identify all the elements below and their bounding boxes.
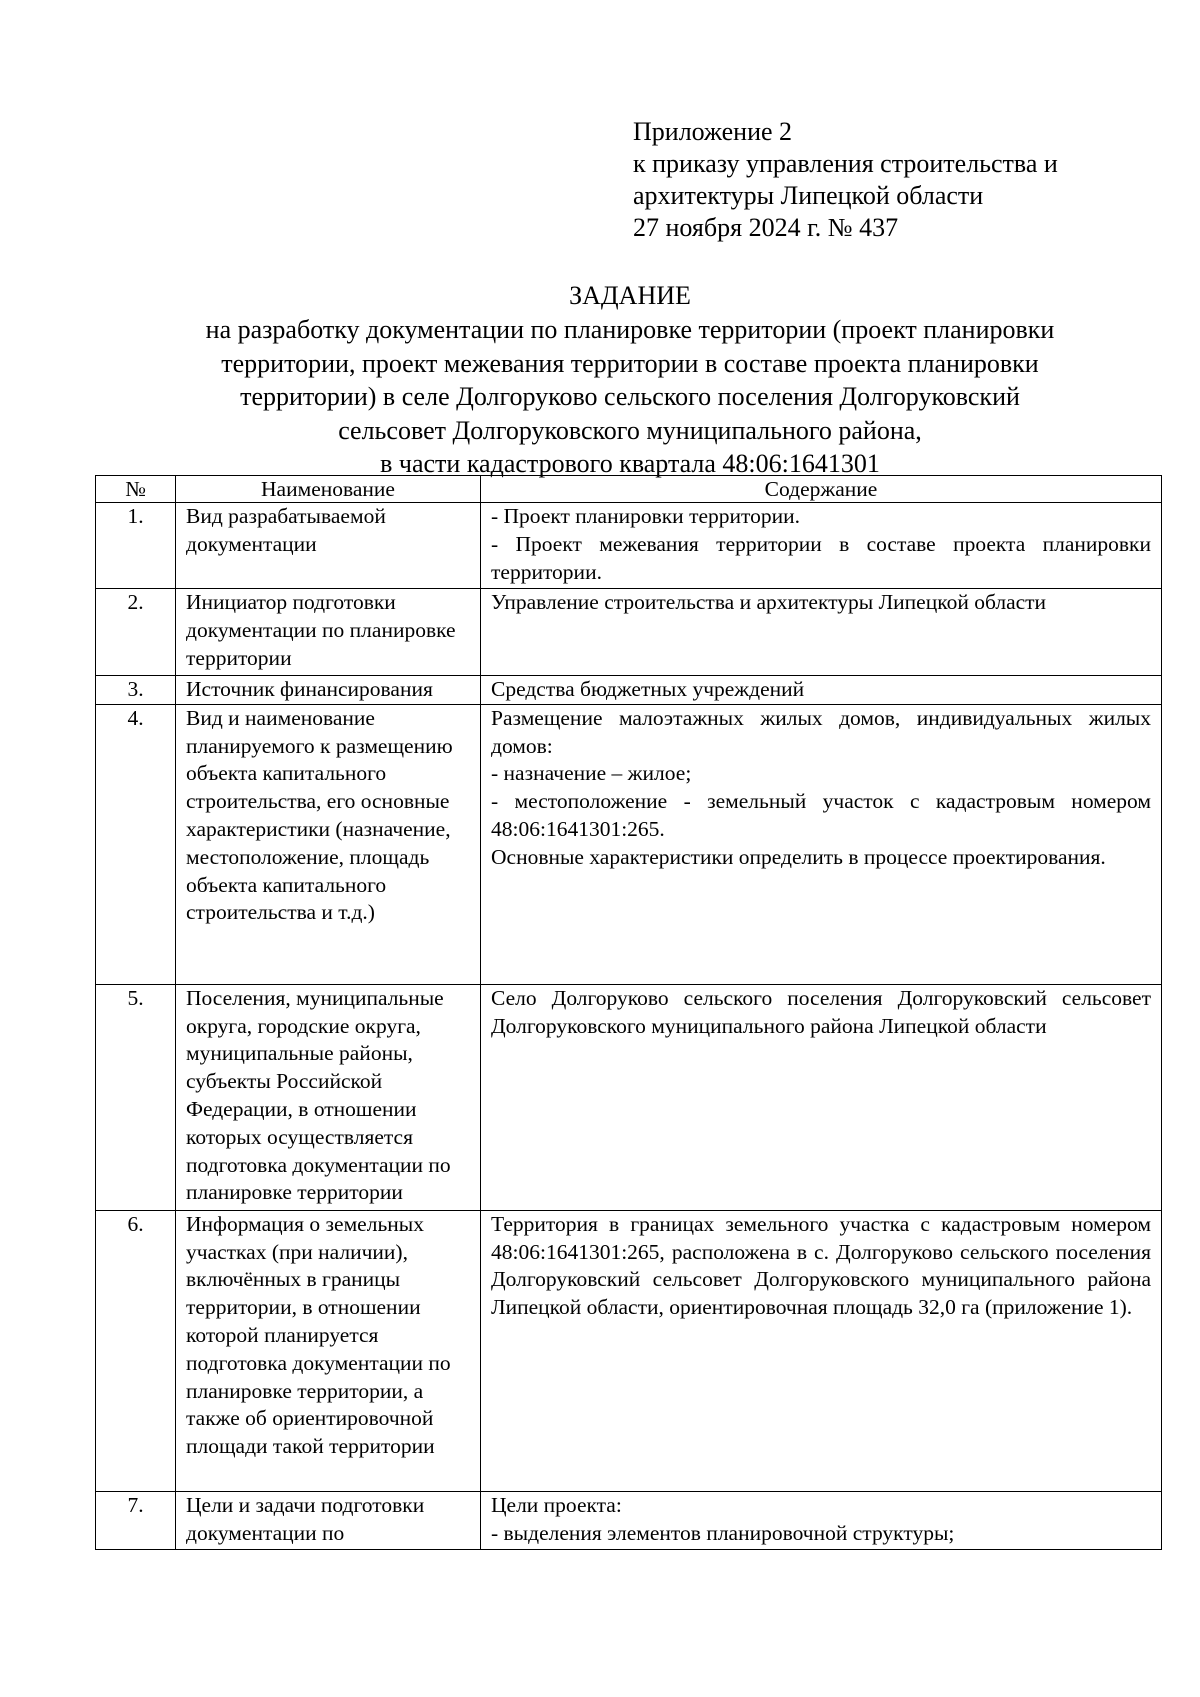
- appendix-date-number: 27 ноября 2024 г. № 437: [633, 213, 899, 242]
- content-paragraph: - Проект планировки территории.: [491, 504, 801, 528]
- content-paragraph: Размещение малоэтажных жилых домов, индивидуальных жилых домов:: [491, 705, 1151, 758]
- table-row: [96, 1491, 1162, 1549]
- document-subtitle: [95, 313, 1165, 481]
- subtitle-line: территории) в селе Долгоруково сельского поселения Долгоруковский: [240, 382, 1020, 411]
- row-number: 7.: [96, 1491, 176, 1549]
- subtitle-line: на разработку документации по планировке территории (проект планировки: [205, 315, 1055, 344]
- subtitle-line: территории, проект межевания территории в составе проекта планировки: [221, 348, 1039, 378]
- appendix-order-reference: к приказу управления строительства и: [633, 149, 1058, 178]
- content-paragraph: Средства бюджетных учреждений: [491, 677, 805, 701]
- table-header-row: [96, 476, 1162, 503]
- appendix-authority: архитектуры Липецкой области: [633, 181, 984, 210]
- row-name: Вид и наименование планируемого к размещению объекта капитального строительства, его основные характеристики (назначение, местоположение, площадь объекта капитального строительства и т.д.): [176, 704, 481, 984]
- row-content: [481, 503, 1162, 589]
- content-paragraph: - выделения элементов планировочной структуры;: [491, 1520, 955, 1545]
- document-title: ЗАДАНИЕ: [569, 281, 691, 310]
- header-name: Наименование: [176, 476, 481, 503]
- subtitle-line: в части кадастрового квартала 48:06:1641301: [380, 449, 880, 478]
- row-name: Вид разрабатываемой документации: [176, 503, 481, 589]
- content-paragraph: - местоположение - земельный участок с кадастровым номером 48:06:1641301:265.: [491, 789, 1151, 841]
- table-row: [96, 503, 1162, 589]
- row-name: Поселения, муниципальные округа, городские округа, муниципальные районы, субъекты Российской Федерации, в отношении которых осуществляется подготовка документации по планировке территории: [176, 984, 481, 1210]
- table-row: [96, 984, 1162, 1210]
- content-paragraph: - назначение – жилое;: [491, 761, 692, 786]
- subtitle-line: сельсовет Долгоруковского муниципального района,: [338, 415, 922, 445]
- task-table: [95, 475, 1162, 1550]
- content-paragraph: - Проект межевания территории в составе проекта планировки территории.: [491, 531, 1151, 584]
- content-paragraph: Управление строительства и архитектуры Липецкой области: [491, 590, 1047, 614]
- row-number: 1.: [96, 503, 176, 589]
- content-paragraph: Основные характеристики определить в процессе проектирования.: [491, 844, 1106, 869]
- header-number: №: [96, 476, 176, 503]
- row-name: Цели и задачи подготовки документации по: [176, 1491, 481, 1549]
- row-content: [481, 589, 1162, 676]
- appendix-number: Приложение 2: [633, 117, 793, 146]
- table-row: [96, 676, 1162, 705]
- appendix-header: [633, 116, 1058, 244]
- row-content: [481, 1210, 1162, 1491]
- row-number: 6.: [96, 1210, 176, 1491]
- table-row: [96, 704, 1162, 984]
- row-name: Инициатор подготовки документации по планировке территории: [176, 589, 481, 676]
- row-name: Информация о земельных участках (при наличии), включённых в границы территории, в отношении которой планируется подготовка документации по планировке территории, а также об ориентировочной площади такой территории: [176, 1210, 481, 1491]
- row-number: 3.: [96, 676, 176, 705]
- content-paragraph: Цели проекта:: [491, 1492, 622, 1517]
- content-paragraph: Село Долгоруково сельского поселения Долгоруковский сельсовет Долгоруковского муниципального района Липецкой области: [491, 985, 1151, 1038]
- row-number: 2.: [96, 589, 176, 676]
- row-content: [481, 984, 1162, 1210]
- header-content: Содержание: [481, 476, 1162, 503]
- table-row: [96, 1210, 1162, 1491]
- row-content: [481, 1491, 1162, 1549]
- row-number: 5.: [96, 984, 176, 1210]
- row-content: [481, 704, 1162, 984]
- row-name: Источник финансирования: [176, 676, 481, 705]
- row-number: 4.: [96, 704, 176, 984]
- table-row: [96, 589, 1162, 676]
- row-content: [481, 676, 1162, 705]
- content-paragraph: Территория в границах земельного участка с кадастровым номером 48:06:1641301:265, расположена в с. Долгоруково сельского поселения Долгоруковский сельсовет Долгоруковского муниципального района Липецкой области, ориентировочная площадь 32,0 га (приложение 1).: [491, 1211, 1151, 1320]
